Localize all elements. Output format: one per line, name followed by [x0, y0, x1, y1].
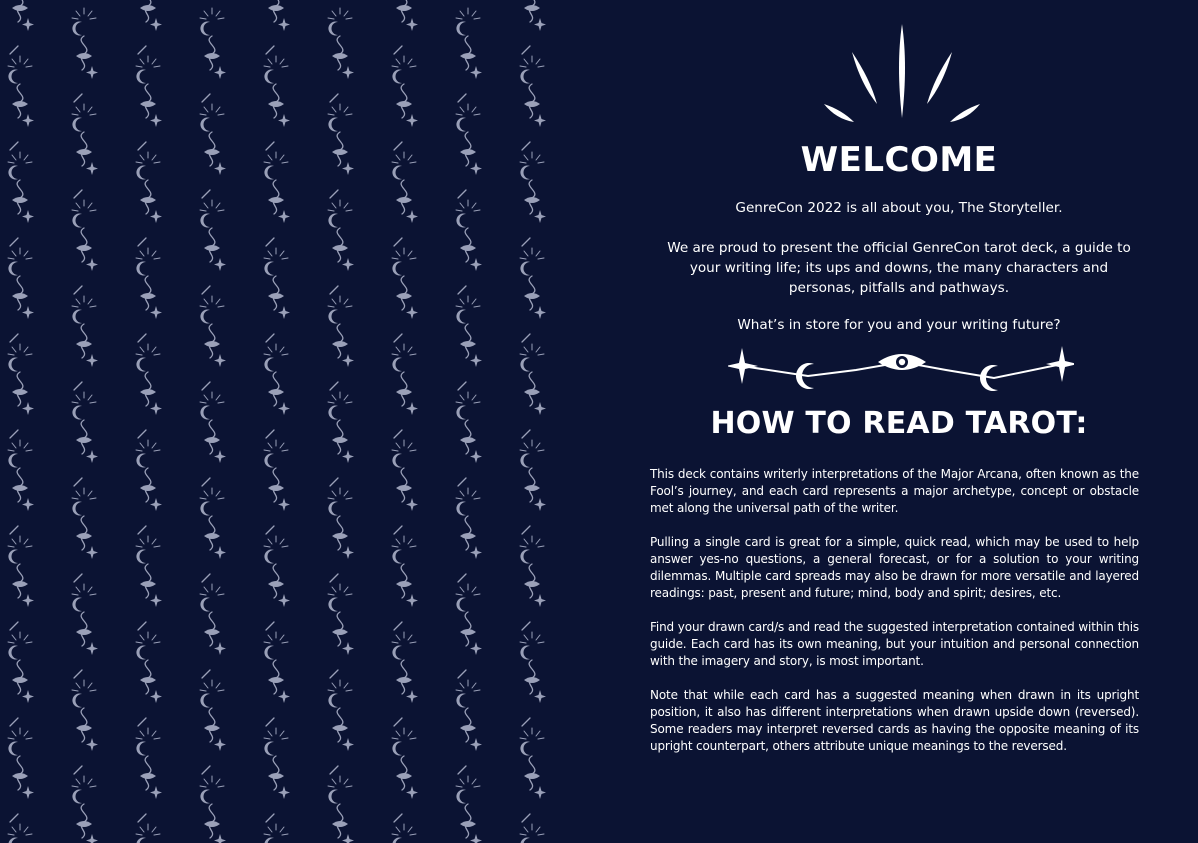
- tarot-pattern-motif: [520, 0, 546, 54]
- tarot-pattern-motif: [456, 584, 482, 678]
- tarot-pattern-motif: [520, 344, 546, 438]
- tarot-pattern-motif: [264, 632, 290, 726]
- tarot-pattern-motif: [392, 0, 418, 54]
- tarot-pattern-motif: [136, 56, 162, 150]
- tarot-pattern-motif: [72, 8, 98, 102]
- tarot-pattern-motif: [264, 440, 290, 534]
- tarot-pattern-motif: [136, 248, 162, 342]
- tarot-pattern-motif: [456, 104, 482, 198]
- tarot-pattern-motif: [8, 152, 34, 246]
- tarot-pattern-motif: [392, 152, 418, 246]
- tarot-pattern-motif: [72, 200, 98, 294]
- tarot-pattern-motif: [200, 200, 226, 294]
- how-to-paragraph-2: Pulling a single card is great for a simple, quick read, which may be used to help answer yes-no questions, a general forecast, or for a solution to your writing dilemmas. Multiple card spreads may also be drawn for more versatile and layered readings: past, present and future; mind, body and spirit; desires, etc.: [650, 535, 1139, 600]
- tarot-pattern-motif: [392, 824, 418, 843]
- tarot-pattern-motif: [520, 152, 546, 246]
- tarot-pattern-motif: [8, 248, 34, 342]
- tarot-pattern-motif: [72, 488, 98, 582]
- tarot-pattern-motif: [200, 680, 226, 774]
- tarot-pattern-motif: [136, 0, 162, 54]
- tarot-pattern-motif: [328, 296, 354, 390]
- tarot-pattern-motif: [8, 824, 34, 843]
- tarot-pattern-motif: [8, 440, 34, 534]
- tarot-pattern-motif: [392, 632, 418, 726]
- tarot-pattern-motif: [264, 152, 290, 246]
- tarot-pattern-motif: [328, 680, 354, 774]
- tarot-pattern-motif: [328, 8, 354, 102]
- tarot-pattern-motif: [328, 392, 354, 486]
- tarot-pattern-motif: [264, 0, 290, 54]
- tarot-pattern-motif: [200, 104, 226, 198]
- tarot-pattern-motif: [328, 104, 354, 198]
- tarot-pattern-motif: [392, 248, 418, 342]
- celestial-divider-icon: [728, 340, 1074, 396]
- tarot-pattern-motif: [328, 488, 354, 582]
- tarot-pattern-motif: [8, 632, 34, 726]
- tarot-pattern-motif: [136, 152, 162, 246]
- tarot-pattern-motif: [8, 0, 34, 54]
- tarot-pattern-motif: [520, 248, 546, 342]
- tarot-pattern-motif: [136, 824, 162, 843]
- tarot-pattern-motif: [520, 632, 546, 726]
- tarot-pattern-motif: [136, 344, 162, 438]
- tarot-pattern-motif: [392, 344, 418, 438]
- tarot-pattern-motif: [200, 8, 226, 102]
- tarot-pattern-motif: [136, 632, 162, 726]
- tarot-pattern-motif: [392, 56, 418, 150]
- tarot-pattern-motif: [200, 392, 226, 486]
- tarot-pattern-motif: [72, 680, 98, 774]
- welcome-intro: GenreCon 2022 is all about you, The Storyteller.: [735, 200, 1063, 216]
- tarot-pattern-motif: [72, 296, 98, 390]
- tarot-pattern-motif: [456, 392, 482, 486]
- tarot-pattern-motif: [392, 440, 418, 534]
- tarot-pattern-motif: [136, 728, 162, 822]
- tarot-pattern-motif: [72, 104, 98, 198]
- tarot-pattern-motif: [200, 776, 226, 843]
- tarot-pattern-motif: [520, 440, 546, 534]
- tarot-pattern-motif: [520, 728, 546, 822]
- sun-rays-icon: [822, 22, 982, 128]
- tarot-pattern-motif: [200, 584, 226, 678]
- tarot-pattern-motif: [72, 584, 98, 678]
- welcome-title: WELCOME: [800, 140, 998, 180]
- tarot-pattern-motif: [264, 824, 290, 843]
- tarot-pattern-motif: [520, 536, 546, 630]
- tarot-pattern-motif: [264, 728, 290, 822]
- tarot-pattern-motif: [8, 56, 34, 150]
- tarot-pattern-motif: [264, 536, 290, 630]
- tarot-pattern-motif: [328, 584, 354, 678]
- text-panel: [600, 0, 1198, 843]
- tarot-pattern-motif: [8, 728, 34, 822]
- tarot-pattern-motif: [72, 776, 98, 843]
- how-to-paragraph-3: Find your drawn card/s and read the suggested interpretation contained within this guide. Each card has its own meaning, but your intuition and personal connection with the imagery and story, is most important.: [650, 620, 1139, 668]
- tarot-pattern-motif: [392, 728, 418, 822]
- tarot-pattern-motif: [456, 776, 482, 843]
- tarot-pattern-motif: [328, 200, 354, 294]
- tarot-pattern-motif: [8, 344, 34, 438]
- welcome-description: We are proud to present the official GenreCon tarot deck, a guide to your writing life; its ups and downs, the many characters and personas, pitfalls and pathways.: [667, 240, 1131, 296]
- tarot-pattern-motif: [456, 200, 482, 294]
- tarot-pattern-motif: [520, 56, 546, 150]
- tarot-pattern-motif: [136, 536, 162, 630]
- tarot-pattern-motif: [264, 248, 290, 342]
- how-to-paragraph-4: Note that while each card has a suggested meaning when drawn in its upright position, it also has different interpretations when drawn upside down (reversed). Some readers may interpret reversed cards as having the opposite meaning of its upright counterpart, others attribute unique meanings to the reversed.: [650, 688, 1139, 753]
- tarot-pattern-motif: [8, 536, 34, 630]
- tarot-pattern-motif: [456, 296, 482, 390]
- tarot-pattern-motif: [328, 776, 354, 843]
- tarot-pattern-motif: [200, 488, 226, 582]
- tarot-pattern-motif: [72, 392, 98, 486]
- tarot-pattern-motif: [200, 296, 226, 390]
- welcome-question: What’s in store for you and your writing future?: [737, 317, 1061, 333]
- tarot-pattern-motif: [456, 488, 482, 582]
- tarot-pattern-motif: [520, 824, 546, 843]
- tarot-pattern-motif: [456, 8, 482, 102]
- how-to-title: HOW TO READ TAROT:: [710, 406, 1088, 441]
- tarot-pattern-motif: [264, 56, 290, 150]
- tarot-pattern-motif: [136, 440, 162, 534]
- tarot-pattern-motif: [264, 344, 290, 438]
- how-to-paragraph-1: This deck contains writerly interpretations of the Major Arcana, often known as the Fool’s journey, and each card represents a major archetype, concept or obstacle met along the universal path of the writer.: [650, 467, 1139, 515]
- tarot-pattern-motif: [456, 680, 482, 774]
- tarot-pattern-motif: [392, 536, 418, 630]
